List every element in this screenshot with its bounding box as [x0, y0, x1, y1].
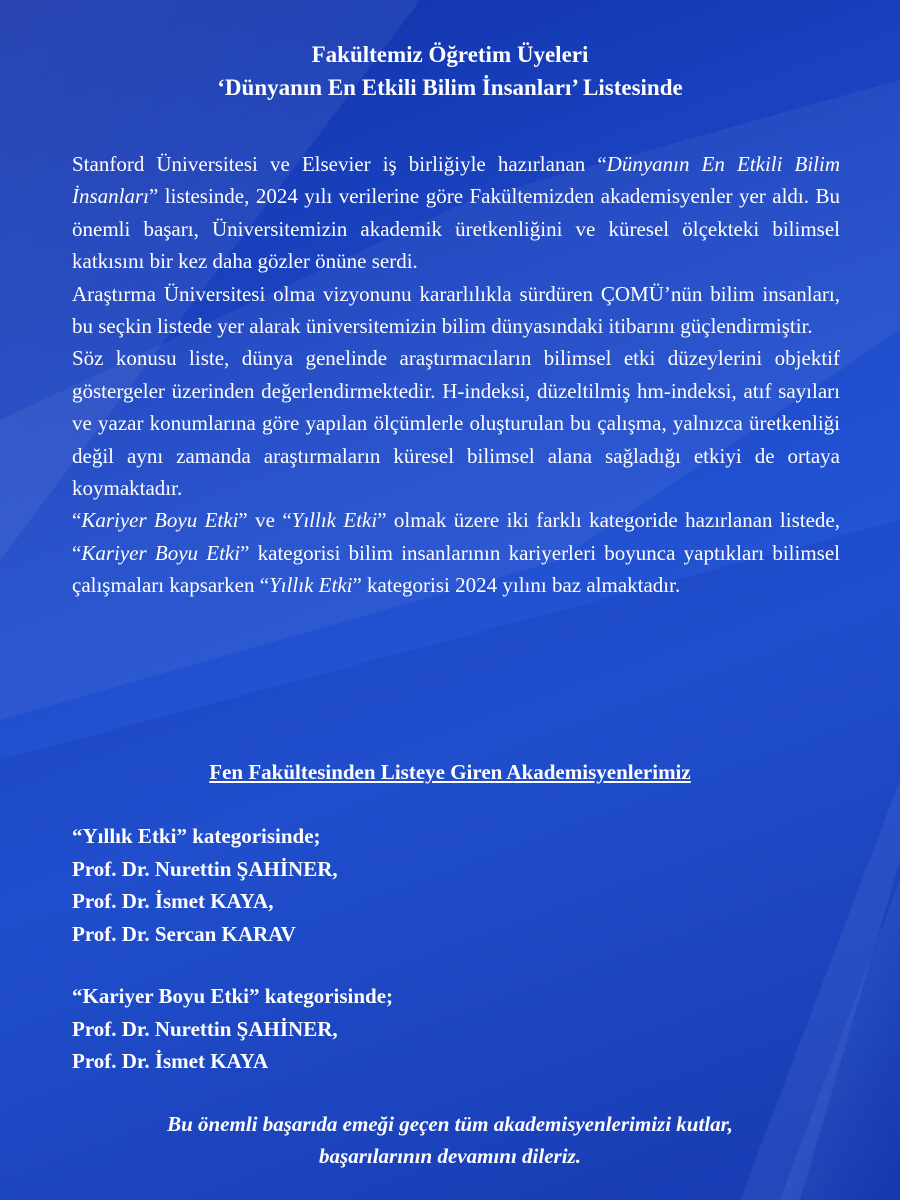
paragraph-4: “Kariyer Boyu Etki” ve “Yıllık Etki” olmak üzere iki farklı kategoride hazırlanan listede, “Kariyer Boyu Etki” kategorisi bilim insanlarının kariyerleri boyunca yaptıkları bilimsel çalışmaları kapsarken “Yıllık Etki” kategorisi 2024 yılını baz almaktadır.: [72, 508, 840, 598]
list-item: Prof. Dr. İsmet KAYA,: [72, 889, 274, 913]
article-body: [72, 148, 840, 602]
closing-message: [0, 1108, 900, 1172]
yearly-impact-list: [72, 820, 840, 950]
list-item: Prof. Dr. Sercan KARAV: [72, 921, 296, 946]
list-name-italic: Dünyanın En Etkili Bilim İnsanları: [72, 152, 841, 209]
closing-line-1: Bu önemli başarıda emeği geçen tüm akademisyenlerimizi kutlar,: [167, 1112, 733, 1136]
paragraph-2: Araştırma Üniversitesi olma vizyonunu kararlılıkla sürdüren ÇOMÜ’nün bilim insanları, bu seçkin listede yer alarak üniversitemizin bilim dünyasındaki itibarını güçlendirmiştir.: [72, 281, 840, 339]
list-item: Prof. Dr. İsmet KAYA: [72, 1049, 269, 1073]
paragraph-3: Söz konusu liste, dünya genelinde araştırmacıların bilimsel etki düzeylerini objektif göstergeler üzerinden değerlendirmektedir. H-indeksi, düzeltilmiş hm-indeksi, atıf sayıları ve yazar konumlarına göre yapılan ölçümlerle oluşturulan bu çalışma, yalnızca üretkenliği değil aynı zamanda araştırmaların küresel bilimsel alana sağladığı etkiyi de ortaya koymaktadır.: [72, 346, 840, 501]
list-item: Prof. Dr. Nurettin ŞAHİNER,: [72, 1016, 338, 1041]
career-impact-heading: “Kariyer Boyu Etki” kategorisinde;: [72, 984, 394, 1008]
paragraph-1: Stanford Üniversitesi ve Elsevier iş birliğiyle hazırlanan “Dünyanın En Etkili Bilim İnsanları” listesinde, 2024 yılı verilerine göre Fakültemizden akademisyenler yer aldı. Bu önemli başarı, Üniversitemizin akademik üretkenliğini ve küresel ölçekteki bilimsel katkısını bir kez daha gözler önüne serdi.: [72, 152, 841, 274]
section-heading: Fen Fakültesinden Listeye Giren Akademisyenlerimiz: [209, 760, 691, 784]
closing-line-2: başarılarının devamını dileriz.: [319, 1144, 581, 1168]
career-impact-list: [72, 980, 840, 1078]
page-title: [0, 38, 900, 104]
list-item: Prof. Dr. Nurettin ŞAHİNER,: [72, 856, 338, 881]
yearly-impact-heading: “Yıllık Etki” kategorisinde;: [72, 824, 321, 848]
title-line-1: Fakültemiz Öğretim Üyeleri: [311, 42, 589, 67]
title-line-2: ‘Dünyanın En Etkili Bilim İnsanları’ Listesinde: [217, 75, 683, 100]
